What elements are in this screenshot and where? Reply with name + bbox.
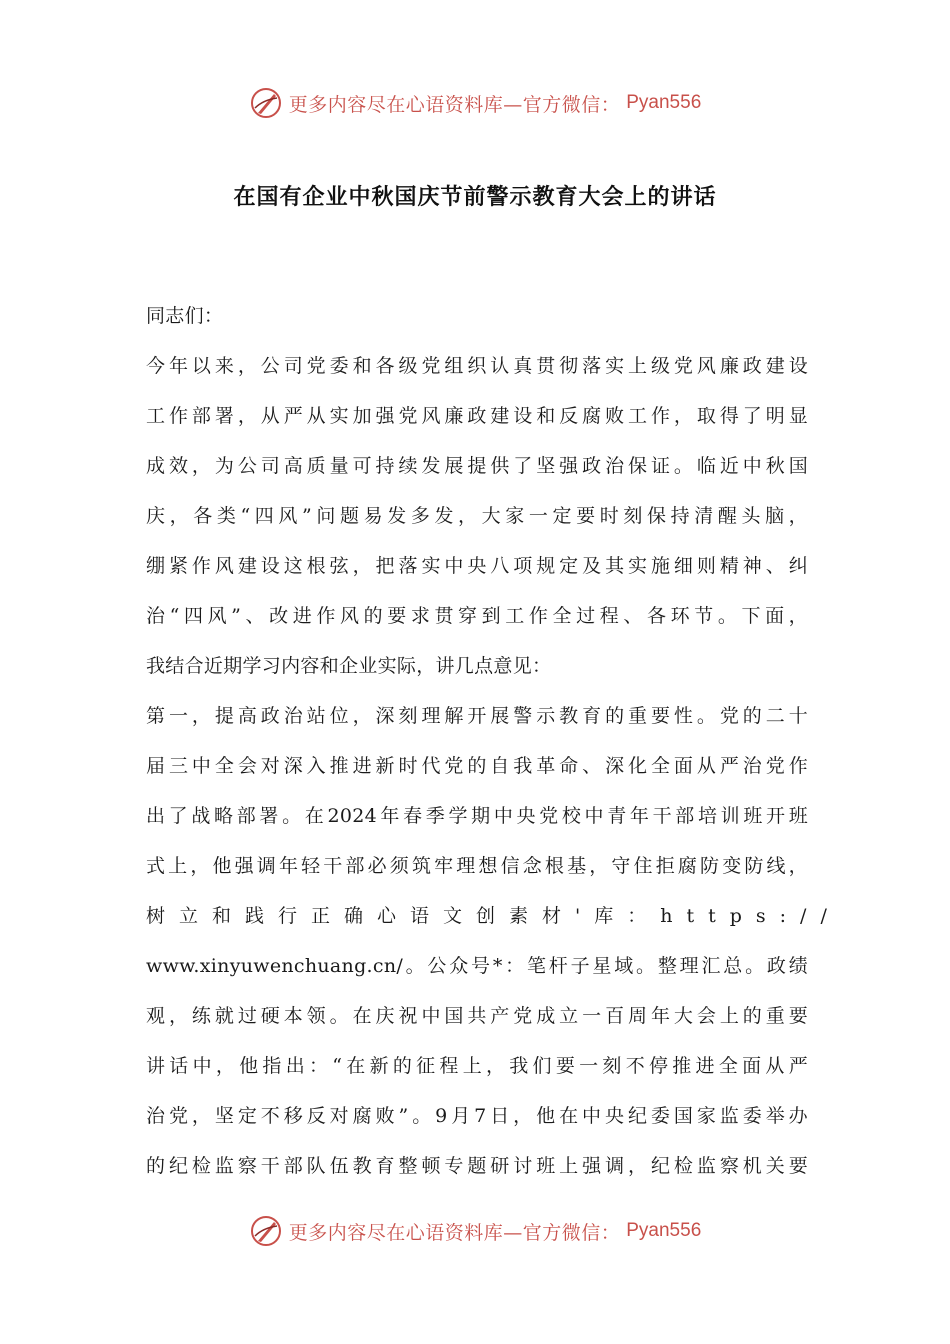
document-title: 在国有企业中秋国庆节前警示教育大会上的讲话 [233,185,717,210]
text-line: 同志们： [146,305,224,327]
text-line: 第一，提高政治站位，深刻理解开展警示教育的重要性。党的二十 [146,705,808,727]
text-line: 式上，他强调年轻干部必须筑牢理想信念根基，守住拒腐防变防线， [146,855,808,877]
text-line: 成效，为公司高质量可持续发展提供了坚强政治保证。临近中秋国 [146,455,808,477]
text-line: 庆，各类“四风”问题易发多发，大家一定要时刻保持清醒头脑， [146,505,808,527]
text-line: 治“四风”、改进作风的要求贯穿到工作全过程、各环节。下面， [146,605,808,627]
text-line: 今年以来，公司党委和各级党组织认真贯彻落实上级党风廉政建设 [146,355,808,377]
footer-watermark [0,1211,950,1251]
watermark-text: 更多内容尽在心语资料库—官方微信： [288,93,621,116]
quill-logo-icon [249,86,283,120]
text-line: www.xinyuwenchuang.cn/。公众号*：笔杆子星域。整理汇总。政绩 [146,955,808,977]
text-line: 出了战略部署。在2024年春季学期中央党校中青年干部培训班开班 [146,805,808,827]
text-line: 我结合近期学习内容和企业实际，讲几点意见： [146,655,552,677]
header-watermark [0,83,950,123]
watermark-wechat-id: Pyan556 [626,92,702,113]
document-body [146,291,841,1191]
text-line: 工作部署，从严从实加强党风廉政建设和反腐败工作，取得了明显 [146,405,808,427]
text-line: 治党，坚定不移反对腐败”。9月7日，他在中央纪委国家监委举办 [146,1105,808,1127]
text-line: 树立和践行正确心语文创素材'库：https:// [146,905,841,927]
quill-logo-icon [249,1214,283,1248]
text-line: 绷紧作风建设这根弦，把落实中央八项规定及其实施细则精神、纠 [146,555,808,577]
text-line: 的纪检监察干部队伍教育整顿专题研讨班上强调，纪检监察机关要 [146,1155,808,1177]
watermark-text: 更多内容尽在心语资料库—官方微信： [288,1221,621,1244]
text-line: 届三中全会对深入推进新时代党的自我革命、深化全面从严治党作 [146,755,808,777]
text-line: 讲话中，他指出：“在新的征程上，我们要一刻不停推进全面从严 [146,1055,808,1077]
watermark-wechat-id: Pyan556 [626,1220,702,1241]
text-line: 观，练就过硬本领。在庆祝中国共产党成立一百周年大会上的重要 [146,1005,808,1027]
